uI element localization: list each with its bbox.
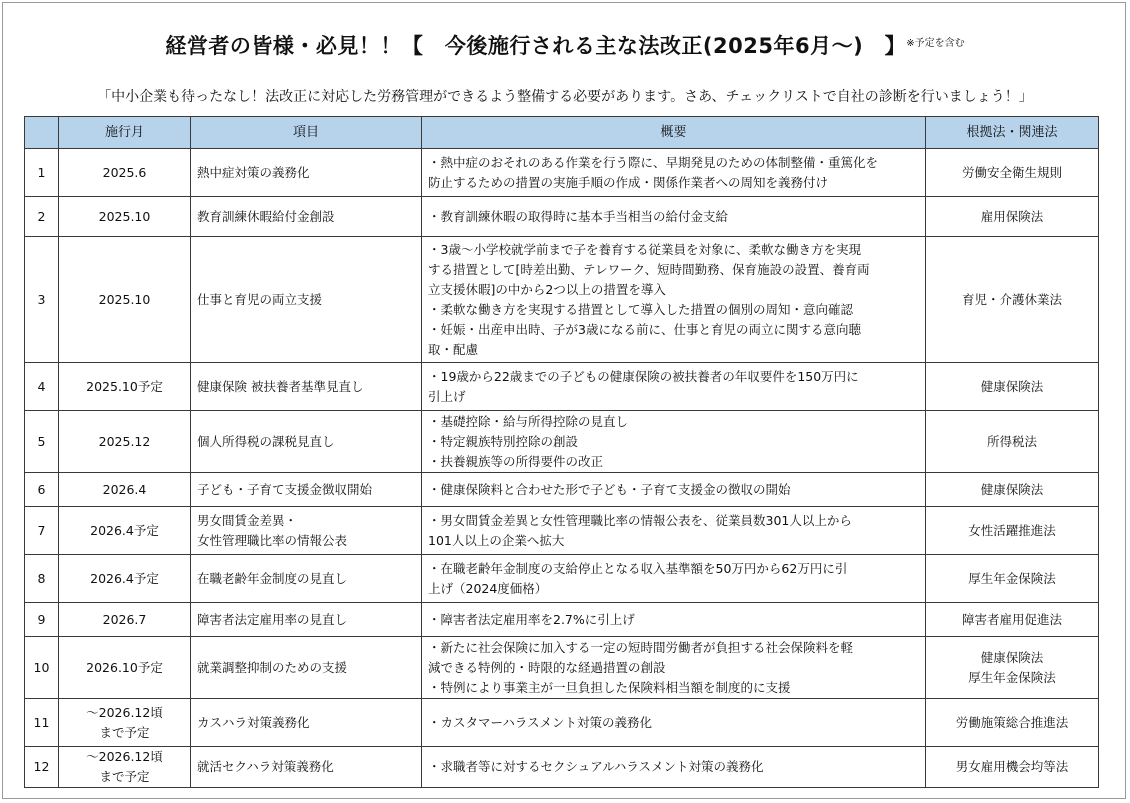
effective-month-cell xyxy=(59,699,191,747)
law-cell xyxy=(926,363,1099,411)
table-row xyxy=(25,473,1099,507)
table-row xyxy=(25,237,1099,363)
summary-line: ・3歳～小学校就学前まで子を養育する従業員を対象に、柔軟な働き方を実現 xyxy=(428,241,861,257)
law-line: 厚生年金保険法 xyxy=(968,570,1056,586)
title-note: ※予定を含む xyxy=(906,38,965,49)
summary-line: 取・配慮 xyxy=(428,341,479,357)
summary-line: ・基礎控除・給与所得控除の見直し xyxy=(428,413,629,429)
effective-month-line: 2026.4予定 xyxy=(90,522,159,538)
effective-month-cell xyxy=(59,507,191,555)
law-cell xyxy=(926,149,1099,197)
item-cell xyxy=(191,473,422,507)
effective-month-line: 2026.4予定 xyxy=(90,570,159,586)
summary-cell xyxy=(422,411,926,473)
summary-line: ・障害者法定雇用率を2.7%に引上げ xyxy=(428,611,635,627)
summary-cell xyxy=(422,747,926,788)
effective-month-cell xyxy=(59,637,191,699)
effective-month-line: ～2026.12頃 xyxy=(86,704,163,720)
item-cell xyxy=(191,637,422,699)
summary-cell xyxy=(422,149,926,197)
summary-line: ・男女間賃金差異と女性管理職比率の情報公表を、従業員数301人以上から xyxy=(428,512,852,528)
effective-month-line: まで予定 xyxy=(99,724,150,740)
row-number: 4 xyxy=(25,363,59,411)
row-number: 9 xyxy=(25,603,59,637)
header-effective-month: 施行月 xyxy=(59,117,191,149)
summary-cell xyxy=(422,197,926,237)
header-law: 根拠法・関連法 xyxy=(926,117,1099,149)
item-line: 教育訓練休暇給付金創設 xyxy=(197,208,335,224)
page-subtitle: 「中小企業も待ったなし！法改正に対応した労務管理ができるよう整備する必要があります。さあ、チェックリストで自社の診断を行いましょう！」 xyxy=(97,89,1033,105)
summary-line: 101人以上の企業へ拡大 xyxy=(428,532,565,548)
table-body xyxy=(25,149,1099,788)
law-revision-table xyxy=(24,116,1099,788)
table-row xyxy=(25,197,1099,237)
law-line: 雇用保険法 xyxy=(980,208,1044,224)
row-number: 7 xyxy=(25,507,59,555)
effective-month-line: 2026.10予定 xyxy=(86,659,163,675)
effective-month-cell xyxy=(59,603,191,637)
table-row xyxy=(25,149,1099,197)
effective-month-line: 2025.12 xyxy=(98,433,151,449)
header-summary: 概要 xyxy=(422,117,926,149)
summary-line: ・求職者等に対するセクシュアルハラスメント対策の義務化 xyxy=(428,759,764,774)
item-cell xyxy=(191,507,422,555)
law-line: 厚生年金保険法 xyxy=(968,669,1056,685)
header-item: 項目 xyxy=(191,117,422,149)
summary-line: 減できる特例的・時限的な経過措置の創設 xyxy=(428,659,666,675)
row-number: 3 xyxy=(25,237,59,363)
effective-month-line: 2026.4 xyxy=(102,481,147,497)
row-number: 12 xyxy=(25,747,59,788)
effective-month-cell xyxy=(59,411,191,473)
row-number: 8 xyxy=(25,555,59,603)
summary-line: ・カスタマーハラスメント対策の義務化 xyxy=(428,714,653,730)
item-cell xyxy=(191,237,422,363)
item-line: 障害者法定雇用率の見直し xyxy=(197,611,348,627)
table-row xyxy=(25,363,1099,411)
item-line: 健康保険 被扶養者基準見直し xyxy=(197,378,364,394)
law-cell xyxy=(926,555,1099,603)
effective-month-cell xyxy=(59,237,191,363)
law-line: 女性活躍推進法 xyxy=(968,522,1056,538)
title-text: 経営者の皆様・必見！！【 今後施行される主な法改正(2025年6月～) 】 xyxy=(165,34,907,58)
row-number: 6 xyxy=(25,473,59,507)
effective-month-line: まで予定 xyxy=(99,769,150,784)
item-cell xyxy=(191,363,422,411)
law-line: 健康保険法 xyxy=(980,378,1044,394)
item-line: 女性管理職比率の情報公表 xyxy=(197,532,348,548)
table-header-row xyxy=(25,117,1099,149)
law-cell xyxy=(926,197,1099,237)
table-row xyxy=(25,411,1099,473)
law-cell xyxy=(926,747,1099,788)
item-cell xyxy=(191,149,422,197)
item-line: 仕事と育児の両立支援 xyxy=(197,291,323,307)
summary-line: 引上げ xyxy=(428,388,466,404)
item-line: 男女間賃金差異・ xyxy=(197,512,298,528)
summary-cell xyxy=(422,363,926,411)
effective-month-line: ～2026.12頃 xyxy=(86,749,163,764)
summary-line: ・特定親族特別控除の創設 xyxy=(428,433,579,449)
summary-line: 立支援休暇]の中から2つ以上の措置を導入 xyxy=(428,281,666,297)
item-line: カスハラ対策義務化 xyxy=(197,714,310,730)
row-number: 5 xyxy=(25,411,59,473)
row-number: 2 xyxy=(25,197,59,237)
summary-line: ・柔軟な働き方を実現する措置として導入した措置の個別の周知・意向確認 xyxy=(428,301,854,317)
effective-month-line: 2025.10予定 xyxy=(86,378,163,394)
summary-line: ・妊娠・出産申出時、子が3歳になる前に、仕事と育児の両立に関する意向聴 xyxy=(428,321,861,337)
law-cell xyxy=(926,603,1099,637)
summary-line: ・特例により事業主が一旦負担した保険料相当額を制度的に支援 xyxy=(428,679,791,695)
law-line: 労働施策総合推進法 xyxy=(955,714,1069,730)
table-row xyxy=(25,747,1099,788)
item-line: 熱中症対策の義務化 xyxy=(197,164,310,180)
effective-month-line: 2026.7 xyxy=(102,611,147,627)
summary-cell xyxy=(422,637,926,699)
summary-line: する措置として[時差出勤、テレワーク、短時間勤務、保育施設の設置、養育両 xyxy=(428,261,870,277)
effective-month-line: 2025.10 xyxy=(98,208,151,224)
item-line: 子ども・子育て支援金徴収開始 xyxy=(197,481,373,497)
summary-line: ・新たに社会保険に加入する一定の短時間労働者が負担する社会保険料を軽 xyxy=(428,639,854,655)
effective-month-cell xyxy=(59,473,191,507)
item-cell xyxy=(191,699,422,747)
summary-line: 上げ（2024度価格） xyxy=(428,580,548,596)
law-line: 健康保険法 xyxy=(980,649,1044,665)
law-line: 労働安全衛生規則 xyxy=(961,164,1062,180)
item-cell xyxy=(191,411,422,473)
table-row xyxy=(25,555,1099,603)
law-line: 育児・介護休業法 xyxy=(961,291,1062,307)
summary-line: ・在職老齢年金制度の支給停止となる収入基準額を50万円から62万円に引 xyxy=(428,560,848,576)
item-cell xyxy=(191,747,422,788)
item-line: 就活セクハラ対策義務化 xyxy=(197,759,334,774)
law-cell xyxy=(926,507,1099,555)
summary-line: ・熱中症のおそれのある作業を行う際に、早期発見のための体制整備・重篤化を xyxy=(428,154,879,170)
summary-line: 防止するための措置の実施手順の作成・関係作業者への周知を義務付け xyxy=(428,174,829,190)
item-cell xyxy=(191,197,422,237)
effective-month-line: 2025.10 xyxy=(98,291,151,307)
item-cell xyxy=(191,603,422,637)
summary-line: ・健康保険料と合わせた形で子ども・子育て支援金の徴収の開始 xyxy=(428,481,791,497)
item-cell xyxy=(191,555,422,603)
law-cell xyxy=(926,637,1099,699)
summary-cell xyxy=(422,237,926,363)
summary-cell xyxy=(422,555,926,603)
item-line: 就業調整抑制のための支援 xyxy=(197,659,348,675)
law-cell xyxy=(926,699,1099,747)
summary-cell xyxy=(422,699,926,747)
law-cell xyxy=(926,411,1099,473)
law-line: 健康保険法 xyxy=(980,481,1044,497)
item-line: 個人所得税の課税見直し xyxy=(197,433,335,449)
summary-line: ・19歳から22歳までの子どもの健康保険の被扶養者の年収要件を150万円に xyxy=(428,368,859,384)
effective-month-cell xyxy=(59,197,191,237)
summary-line: ・教育訓練休暇の取得時に基本手当相当の給付金支給 xyxy=(428,208,729,224)
summary-cell xyxy=(422,473,926,507)
item-line: 在職老齢年金制度の見直し xyxy=(197,570,348,586)
summary-line: ・扶養親族等の所得要件の改正 xyxy=(428,453,604,469)
header-no xyxy=(25,117,59,149)
page-title xyxy=(0,30,1130,60)
table-row xyxy=(25,507,1099,555)
table-row xyxy=(25,603,1099,637)
table-row xyxy=(25,637,1099,699)
table-row xyxy=(25,699,1099,747)
law-line: 障害者雇用促進法 xyxy=(961,611,1062,627)
row-number: 1 xyxy=(25,149,59,197)
law-cell xyxy=(926,237,1099,363)
effective-month-cell xyxy=(59,555,191,603)
row-number: 10 xyxy=(25,637,59,699)
summary-cell xyxy=(422,507,926,555)
law-line: 所得税法 xyxy=(986,433,1037,449)
effective-month-line: 2025.6 xyxy=(102,164,147,180)
law-cell xyxy=(926,473,1099,507)
summary-cell xyxy=(422,603,926,637)
effective-month-cell xyxy=(59,363,191,411)
law-line: 男女雇用機会均等法 xyxy=(955,759,1069,774)
row-number: 11 xyxy=(25,699,59,747)
effective-month-cell xyxy=(59,747,191,788)
effective-month-cell xyxy=(59,149,191,197)
